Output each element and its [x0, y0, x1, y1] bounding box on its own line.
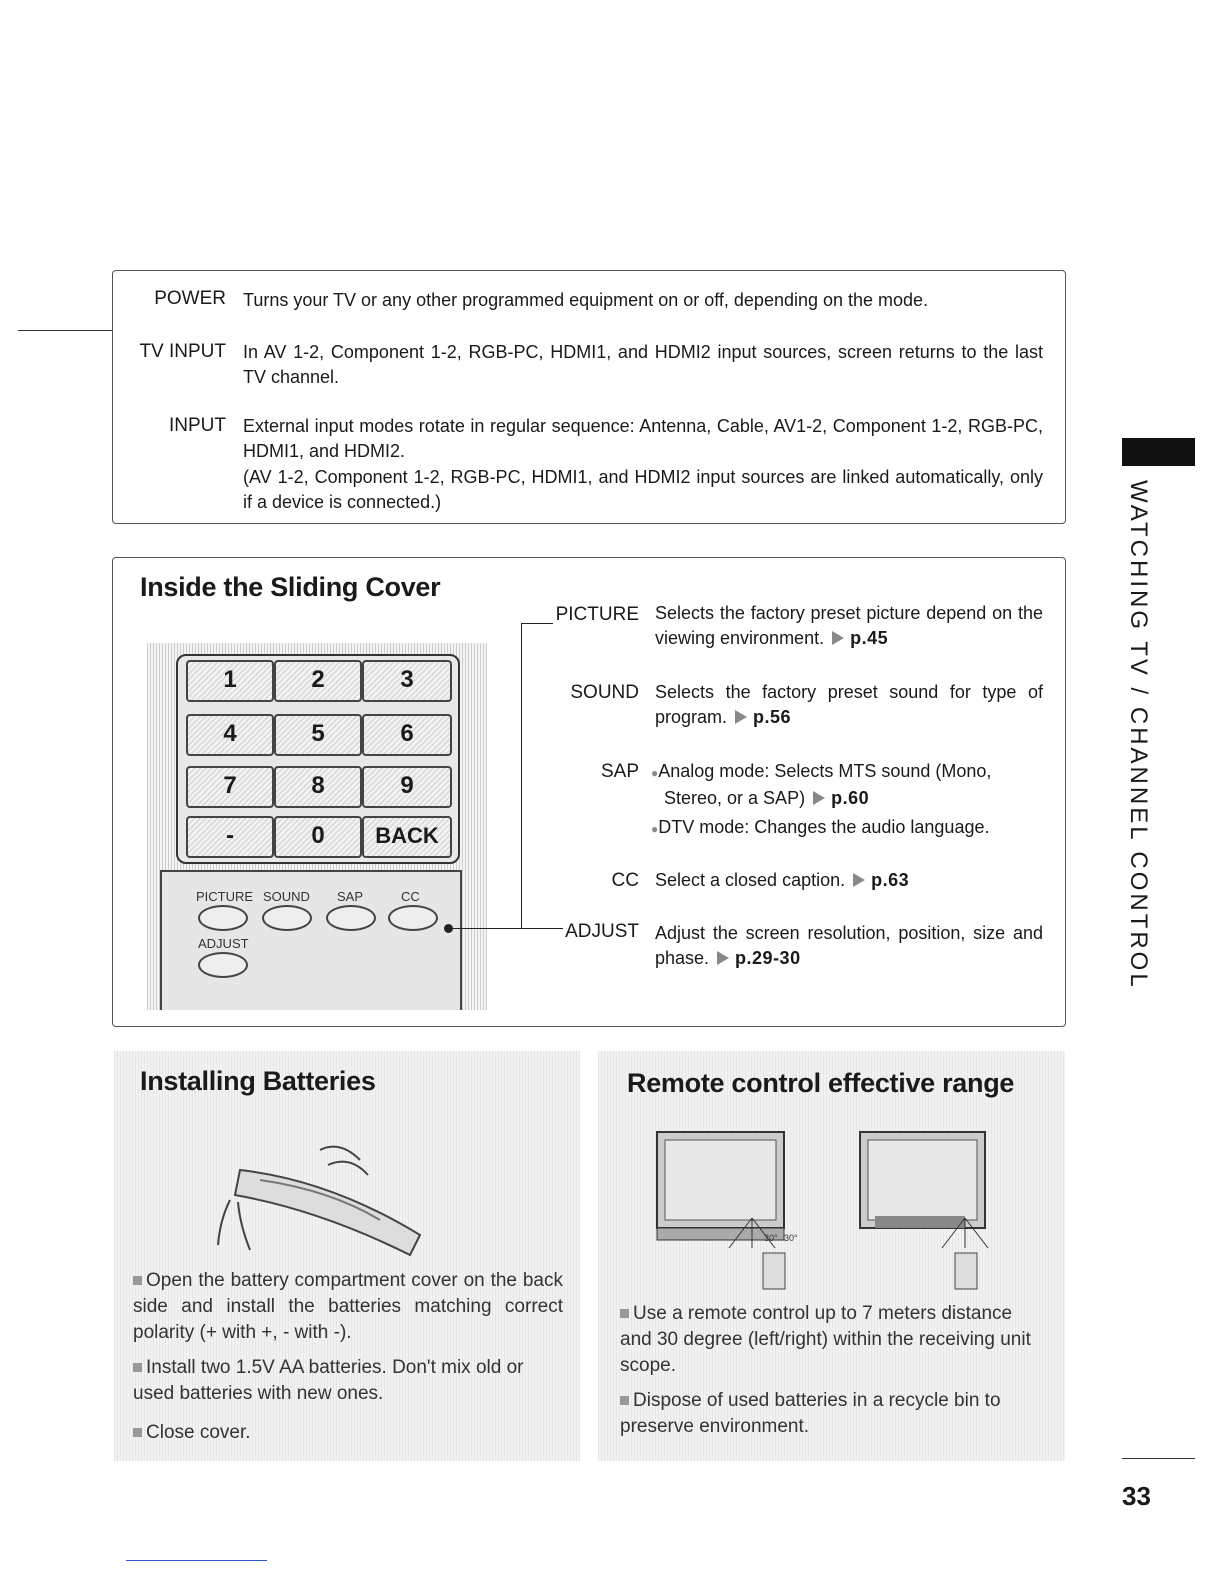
section-tab-marker	[1122, 438, 1195, 466]
sound-key	[262, 905, 312, 931]
sound-label: SOUND	[570, 682, 639, 703]
sap-key	[326, 905, 376, 931]
battery-cover-illustration	[210, 1140, 440, 1260]
angle-right: 30°	[784, 1233, 798, 1243]
sap-label: SAP	[600, 761, 639, 782]
cover-label-adjust: ADJUST	[198, 936, 249, 951]
key-2: 2	[274, 660, 362, 702]
page-number-rule	[1122, 1458, 1195, 1459]
cc-page-ref: p.63	[871, 870, 910, 890]
cover-label-sound: SOUND	[263, 889, 310, 904]
sliding-cover-title: Inside the Sliding Cover	[140, 572, 441, 602]
range-bullet-1: Use a remote control up to 7 meters distance and 30 degree (left/right) within the receiving unit scope.	[620, 1303, 1031, 1376]
tv-input-label: TV INPUT	[139, 341, 226, 362]
key-dash: -	[186, 816, 274, 858]
picture-label: PICTURE	[555, 604, 639, 625]
power-label: POWER	[154, 288, 226, 309]
key-back: BACK	[362, 816, 452, 858]
key-0: 0	[274, 816, 362, 858]
tv-input-description: In AV 1-2, Component 1-2, RGB-PC, HDMI1, and HDMI2 input sources, screen returns to the last TV channel.	[243, 342, 1043, 387]
input-note: (AV 1-2, Component 1-2, RGB-PC, HDMI1, and HDMI2 input sources are linked automatically, only if a device is connected.)	[243, 467, 1043, 512]
range-bullet-2: Dispose of used batteries in a recycle bin to preserve environment.	[620, 1390, 1001, 1437]
margin-rule	[18, 330, 112, 331]
battery-bullet-3: Close cover.	[133, 1420, 563, 1446]
cc-label: CC	[611, 870, 639, 891]
key-1: 1	[186, 660, 274, 702]
section-side-title: WATCHING TV / CHANNEL CONTROL	[1125, 480, 1152, 990]
key-4: 4	[186, 714, 274, 756]
input-description: External input modes rotate in regular sequence: Antenna, Cable, AV1-2, Component 1-2, RGB-PC, HDMI1, and HDMI2.	[243, 416, 1043, 461]
adjust-key	[198, 952, 248, 978]
sound-description: Selects the factory preset sound for type of program. p.56	[655, 682, 1043, 727]
key-3: 3	[362, 660, 452, 702]
key-6: 6	[362, 714, 452, 756]
tv-range-illustration	[655, 1128, 1000, 1293]
battery-bullet-1: Open the battery compartment cover on the back side and install the batteries matching correct polarity (+ with +, - with -).	[133, 1270, 563, 1343]
angle-left: 30°	[764, 1233, 778, 1243]
picture-page-ref: p.45	[850, 628, 889, 648]
effective-range-title: Remote control effective range	[627, 1068, 1015, 1098]
key-7: 7	[186, 766, 274, 808]
input-label: INPUT	[169, 415, 226, 436]
footer-rule	[126, 1560, 267, 1561]
picture-description: Selects the factory preset picture depend on the viewing environment. p.45	[655, 603, 1043, 648]
sap-analog-description: ●Analog mode: Selects MTS sound (Mono, Stereo, or a SAP) p.60	[651, 761, 992, 808]
power-description: Turns your TV or any other programmed equipment on or off, depending on the mode.	[243, 290, 929, 310]
installing-batteries-title: Installing Batteries	[140, 1066, 376, 1096]
page-number: 33	[1122, 1481, 1151, 1511]
cc-description: Select a closed caption. p.63	[655, 870, 910, 890]
key-8: 8	[274, 766, 362, 808]
callout-dot	[444, 924, 453, 933]
key-5: 5	[274, 714, 362, 756]
battery-bullet-2: Install two 1.5V AA batteries. Don't mix old or used batteries with new ones.	[133, 1357, 524, 1404]
sound-page-ref: p.56	[753, 707, 792, 727]
adjust-page-ref: p.29-30	[735, 948, 801, 968]
sap-dtv-description: ●DTV mode: Changes the audio language.	[651, 817, 990, 837]
cover-label-cc: CC	[401, 889, 420, 904]
cover-label-sap: SAP	[337, 889, 364, 904]
sap-page-ref: p.60	[831, 788, 870, 808]
adjust-description: Adjust the screen resolution, position, size and phase. p.29-30	[655, 923, 1043, 968]
cc-key	[388, 905, 438, 931]
adjust-label: ADJUST	[565, 921, 639, 942]
picture-key	[198, 905, 248, 931]
cover-label-picture: PICTURE	[196, 889, 254, 904]
key-9: 9	[362, 766, 452, 808]
callout-line-vertical	[521, 623, 522, 929]
